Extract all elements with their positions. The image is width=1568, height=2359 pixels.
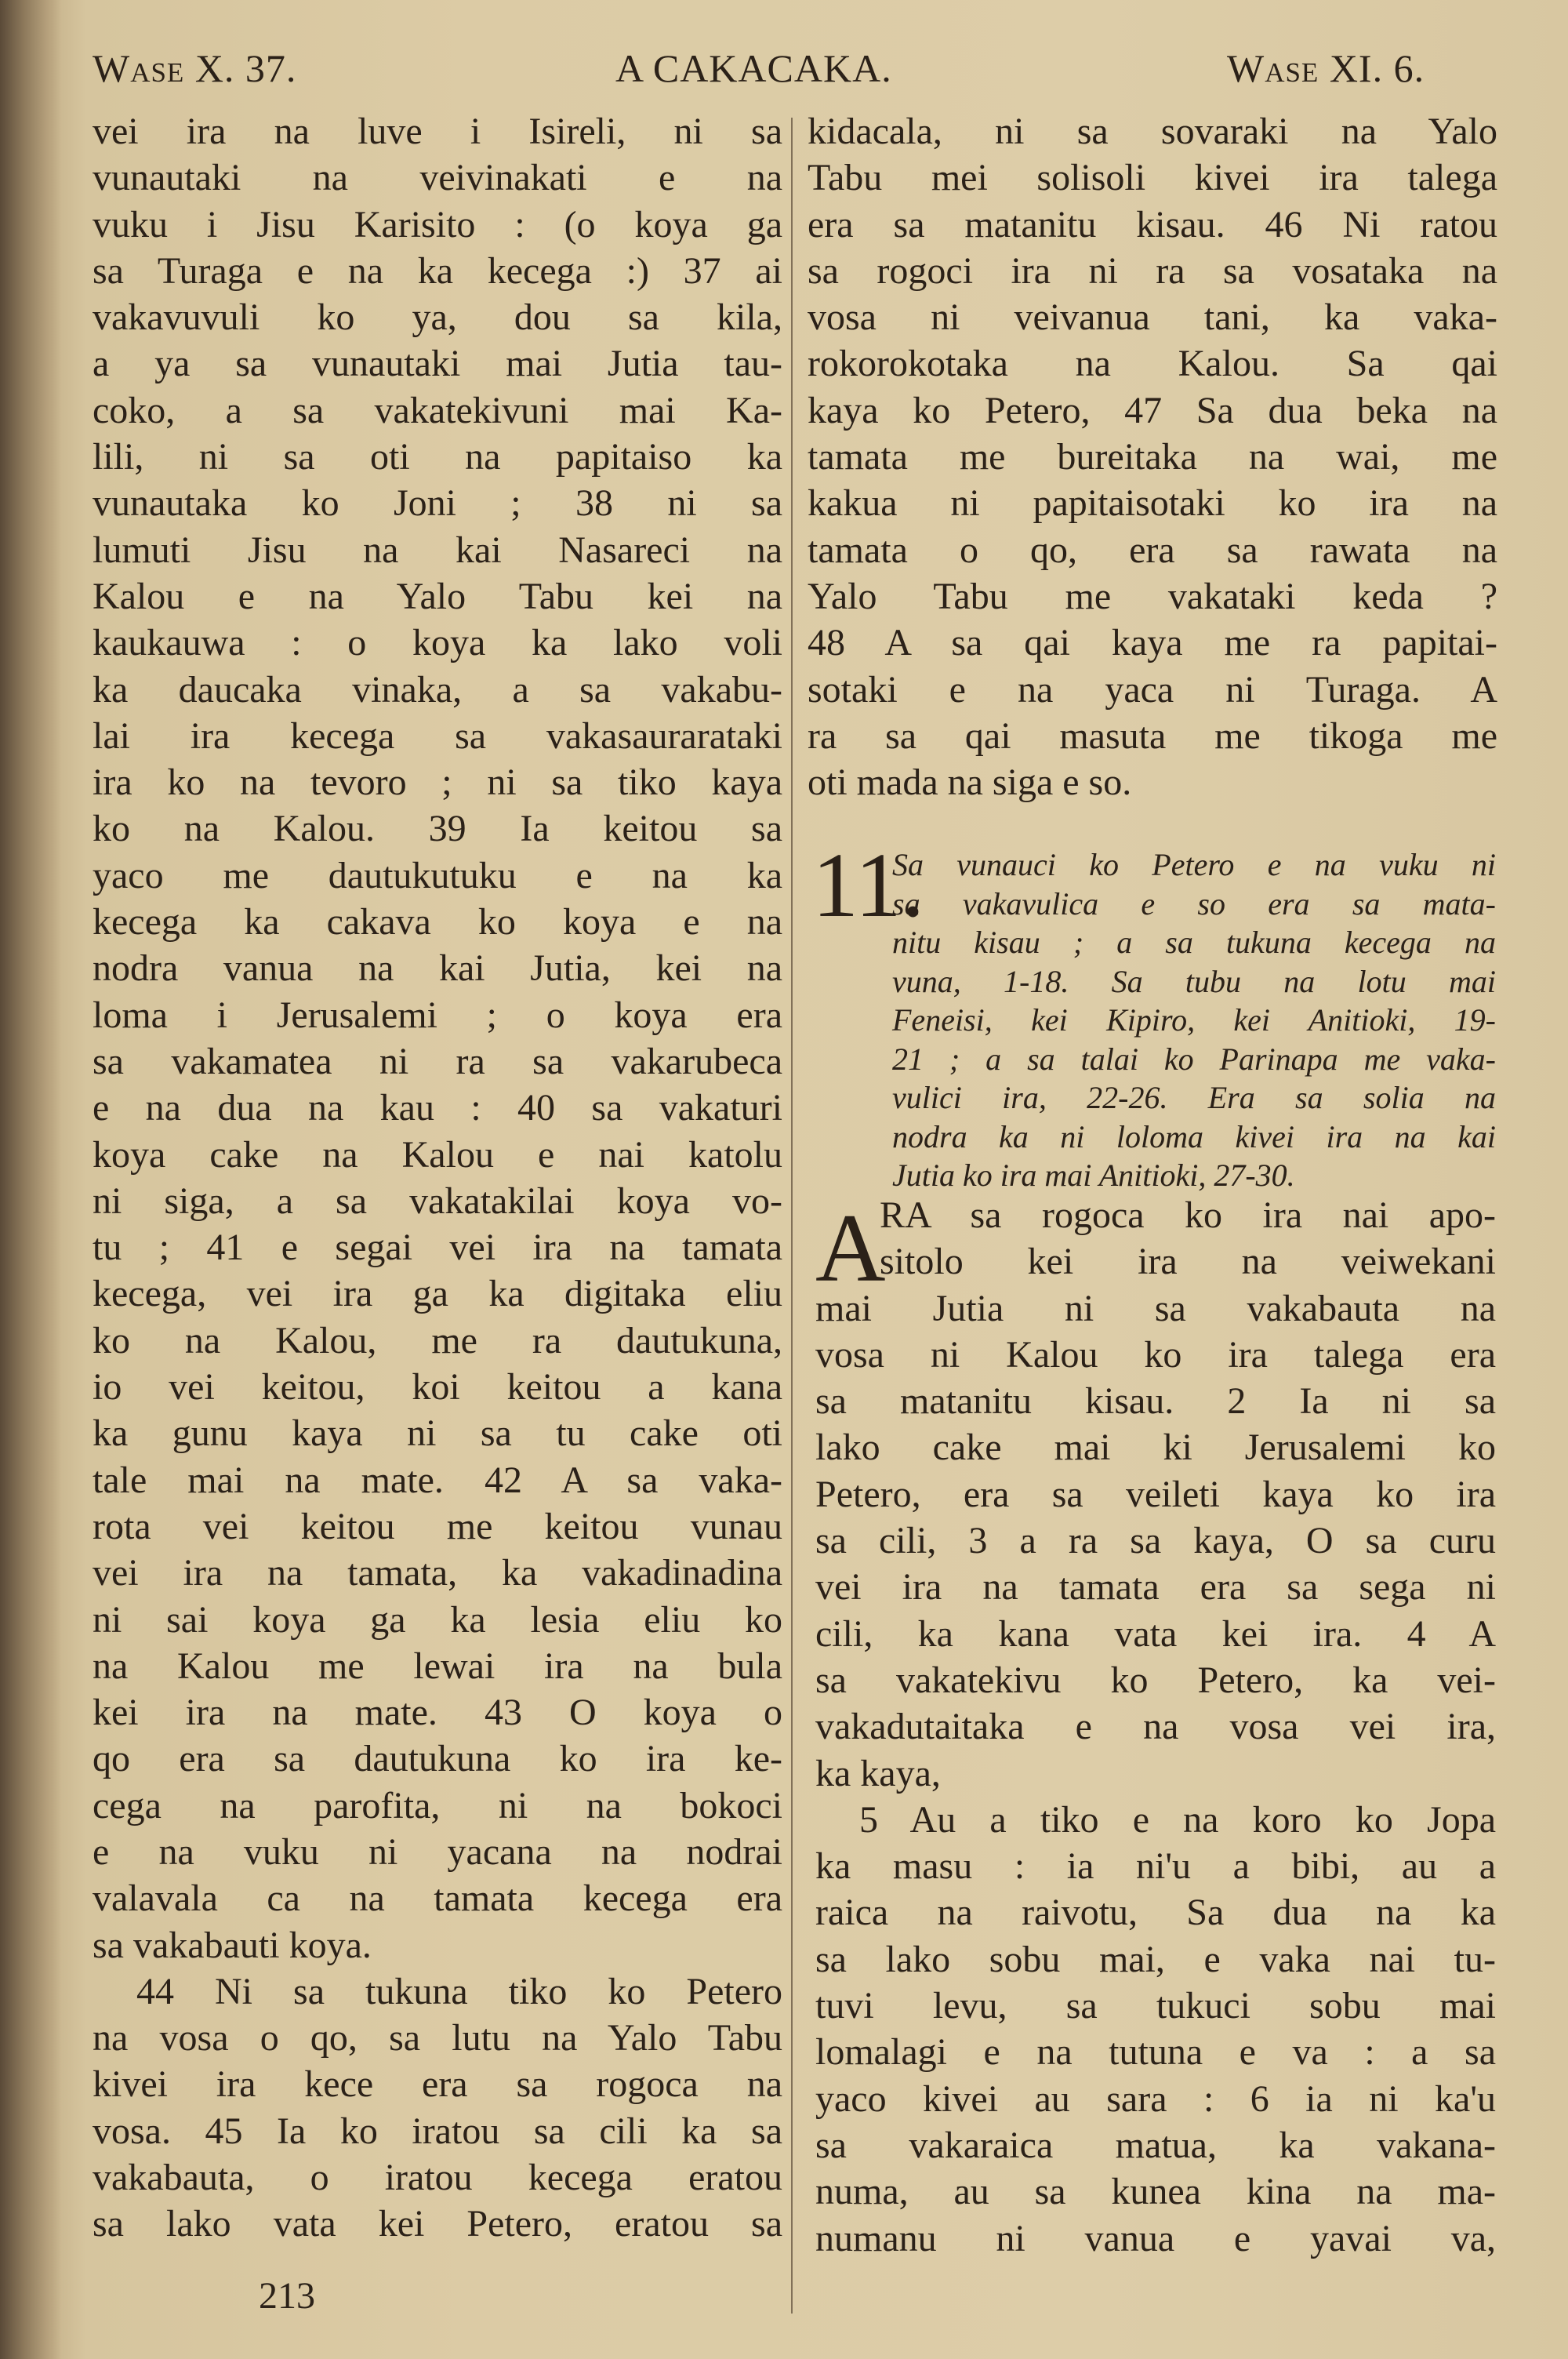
text-line: Yalo Tabu me vakataki keda ? xyxy=(808,575,1497,617)
text-line: sa vakabauti koya. xyxy=(93,1924,372,1966)
text-line: ka masu : ia ni'u a bibi, au a xyxy=(815,1845,1496,1888)
text-line: tu ; 41 e segai vei ira na tamata xyxy=(93,1227,782,1269)
chapter-text xyxy=(815,1192,1496,2262)
text-line: lako cake mai ki Jerusalemi ko xyxy=(815,1427,1496,1469)
chapter-number: 11. xyxy=(812,834,925,936)
text-line: sa vakavulica e so era sa mata- xyxy=(892,885,1496,921)
text-line: 5 Au a tiko e na koro ko Jopa xyxy=(859,1798,1496,1841)
text-line: 48 A sa qai kaya me ra papitai- xyxy=(808,622,1497,664)
text-line: ko na Kalou, me ra dautukuna, xyxy=(93,1319,782,1361)
text-line: lumuti Jisu na kai Nasareci na xyxy=(93,529,782,571)
text-line: Tabu mei solisoli kivei ira talega xyxy=(808,157,1497,199)
text-line: io vei keitou, koi keitou a kana xyxy=(93,1366,782,1408)
text-line: qo era sa dautukuna ko ira ke- xyxy=(93,1738,782,1780)
text-line: kecega, vei ira ga ka digitaka eliu xyxy=(93,1273,782,1315)
text-line: 44 Ni sa tukuna tiko ko Petero xyxy=(136,1970,782,2012)
text-line: Feneisi, kei Kipiro, kei Anitioki, 19- xyxy=(892,1002,1496,1038)
page-number: 213 xyxy=(259,2275,315,2317)
text-line: tamata me bureitaka na wai, me xyxy=(808,436,1497,478)
text-line: ni sai koya ga ka lesia eliu ko xyxy=(93,1598,782,1641)
text-line: vei ira na luve i Isireli, ni sa xyxy=(93,111,782,152)
text-line: kivei ira kece era sa rogoca na xyxy=(93,2063,782,2106)
text-line: lili, ni sa oti na papitaiso ka xyxy=(93,436,782,478)
text-line: sa vakatekivu ko Petero, ka vei- xyxy=(815,1659,1496,1701)
text-line: ra sa qai masuta me tikoga me xyxy=(808,714,1497,757)
text-line: oti mada na siga e so. xyxy=(808,761,1132,804)
text-line: vakabauta, o iratou kecega eratou xyxy=(93,2157,782,2199)
text-line: sa vakamatea ni ra sa vakarubeca xyxy=(93,1040,782,1082)
chapter-summary xyxy=(892,845,1496,1195)
running-header-title: A CAKACAKA. xyxy=(615,46,892,90)
text-line: mai Jutia ni sa vakabauta na xyxy=(815,1287,1496,1329)
text-line: rota vei keitou me keitou vunau xyxy=(93,1505,782,1547)
text-line: Jutia ko ira mai Anitioki, 27-30. xyxy=(892,1158,1295,1193)
text-line: e na dua na kau : 40 sa vakaturi xyxy=(93,1087,782,1129)
left-text-column xyxy=(93,108,782,2248)
text-line: koya cake na Kalou e nai katolu xyxy=(93,1133,782,1176)
text-line: numa, au sa kunea kina na ma- xyxy=(815,2171,1496,2213)
text-line: sa vakaraica matua, ka vakana- xyxy=(815,2124,1496,2166)
text-line: 21 ; a sa talai ko Parinapa me vaka- xyxy=(892,1041,1496,1077)
adjacent-page-edge xyxy=(0,0,61,2359)
text-line: na vosa o qo, sa lutu na Yalo Tabu xyxy=(93,2017,782,2059)
text-line: na Kalou me lewai ira na bula xyxy=(93,1645,782,1687)
running-header-right: Wase XI. 6. xyxy=(1227,46,1425,90)
text-line: numanu ni vanua e yavai va, xyxy=(815,2217,1496,2259)
text-line: RA sa rogoca ko ira nai apo- xyxy=(880,1194,1496,1236)
running-header-left: Wase X. 37. xyxy=(93,46,297,90)
text-line: tale mai na mate. 42 A sa vaka- xyxy=(93,1459,782,1501)
text-line: kaukauwa : o koya ka lako voli xyxy=(93,622,782,664)
text-line: yaco kivei au sara : 6 ia ni ka'u xyxy=(815,2077,1496,2120)
text-line: cega na parofita, ni na bokoci xyxy=(93,1784,782,1826)
text-line: vuku i Jisu Karisito : (o koya ga xyxy=(93,203,782,245)
text-line: sa Turaga e na ka kecega :) 37 ai xyxy=(93,249,782,292)
text-line: sotaki e na yaca ni Turaga. A xyxy=(808,668,1497,711)
text-line: ni siga, a sa vakatakilai koya vo- xyxy=(93,1180,782,1222)
text-line: rokorokotaka na Kalou. Sa qai xyxy=(808,343,1497,385)
text-line: vuna, 1-18. Sa tubu na lotu mai xyxy=(892,963,1496,999)
text-line: a ya sa vunautaki mai Jutia tau- xyxy=(93,343,782,385)
text-line: vosa ni veivanua tani, ka vaka- xyxy=(808,296,1497,339)
text-line: ko na Kalou. 39 Ia keitou sa xyxy=(93,808,782,850)
text-line: nitu kisau ; a sa tukuna kecega na xyxy=(892,925,1496,960)
text-line: vei ira na tamata era sa sega ni xyxy=(815,1566,1496,1608)
text-line: nodra ka ni loloma kivei ira na kai xyxy=(892,1118,1496,1154)
drop-cap: A xyxy=(815,1194,886,1302)
text-line: kaya ko Petero, 47 Sa dua beka na xyxy=(808,389,1497,431)
column-divider xyxy=(791,118,793,2314)
text-line: lomalagi e na tutuna e va : a sa xyxy=(815,2031,1496,2074)
text-line: Kalou e na Yalo Tabu kei na xyxy=(93,575,782,617)
text-line: coko, a sa vakatekivuni mai Ka- xyxy=(93,389,782,431)
text-line: Petero, era sa veileti kaya ko ira xyxy=(815,1473,1496,1515)
text-line: kidacala, ni sa sovaraki na Yalo xyxy=(808,111,1497,152)
text-line: valavala ca na tamata kecega era xyxy=(93,1877,782,1920)
text-line: sa cili, 3 a ra sa kaya, O sa curu xyxy=(815,1520,1496,1562)
text-line: Sa vunauci ko Petero e na vuku ni xyxy=(892,847,1496,882)
right-text-column xyxy=(808,108,1497,805)
text-line: kecega ka cakava ko koya e na xyxy=(93,901,782,943)
text-line: era sa matanitu kisau. 46 Ni ratou xyxy=(808,203,1497,245)
text-line: kei ira na mate. 43 O koya o xyxy=(93,1692,782,1734)
text-line: ka daucaka vinaka, a sa vakabu- xyxy=(93,668,782,711)
text-line: sa matanitu kisau. 2 Ia ni sa xyxy=(815,1380,1496,1423)
text-line: sa lako sobu mai, e vaka nai tu- xyxy=(815,1938,1496,1980)
text-line: sa rogoci ira ni ra sa vosataka na xyxy=(808,249,1497,292)
text-line: vakavuvuli ko ya, dou sa kila, xyxy=(93,296,782,339)
text-line: kakua ni papitaisotaki ko ira na xyxy=(808,482,1497,525)
text-line: tamata o qo, era sa rawata na xyxy=(808,529,1497,571)
text-line: e na vuku ni yacana na nodrai xyxy=(93,1830,782,1873)
text-line: lai ira kecega sa vakasaurarataki xyxy=(93,714,782,757)
text-line: vunautaki na veivinakati e na xyxy=(93,157,782,199)
text-line: cili, ka kana vata kei ira. 4 A xyxy=(815,1612,1496,1655)
text-line: yaco me dautukutuku e na ka xyxy=(93,854,782,896)
text-line: ka gunu kaya ni sa tu cake oti xyxy=(93,1412,782,1455)
text-line: loma i Jerusalemi ; o koya era xyxy=(93,994,782,1036)
text-line: vosa ni Kalou ko ira talega era xyxy=(815,1333,1496,1376)
text-line: ira ko na tevoro ; ni sa tiko kaya xyxy=(93,761,782,804)
text-line: vakadutaitaka e na vosa vei ira, xyxy=(815,1706,1496,1748)
text-line: vosa. 45 Ia ko iratou sa cili ka sa xyxy=(93,2110,782,2152)
text-line: vunautaka ko Joni ; 38 ni sa xyxy=(93,482,782,525)
text-line: sa lako vata kei Petero, eratou sa xyxy=(93,2203,782,2245)
text-line: sitolo kei ira na veiwekani xyxy=(880,1241,1496,1283)
text-line: ka kaya, xyxy=(815,1752,941,1794)
text-line: tuvi levu, sa tukuci sobu mai xyxy=(815,1985,1496,2027)
text-line: vei ira na tamata, ka vakadinadina xyxy=(93,1552,782,1594)
text-line: vulici ira, 22-26. Era sa solia na xyxy=(892,1080,1496,1115)
text-line: nodra vanua na kai Jutia, kei na xyxy=(93,947,782,990)
text-line: raica na raivotu, Sa dua na ka xyxy=(815,1892,1496,1934)
